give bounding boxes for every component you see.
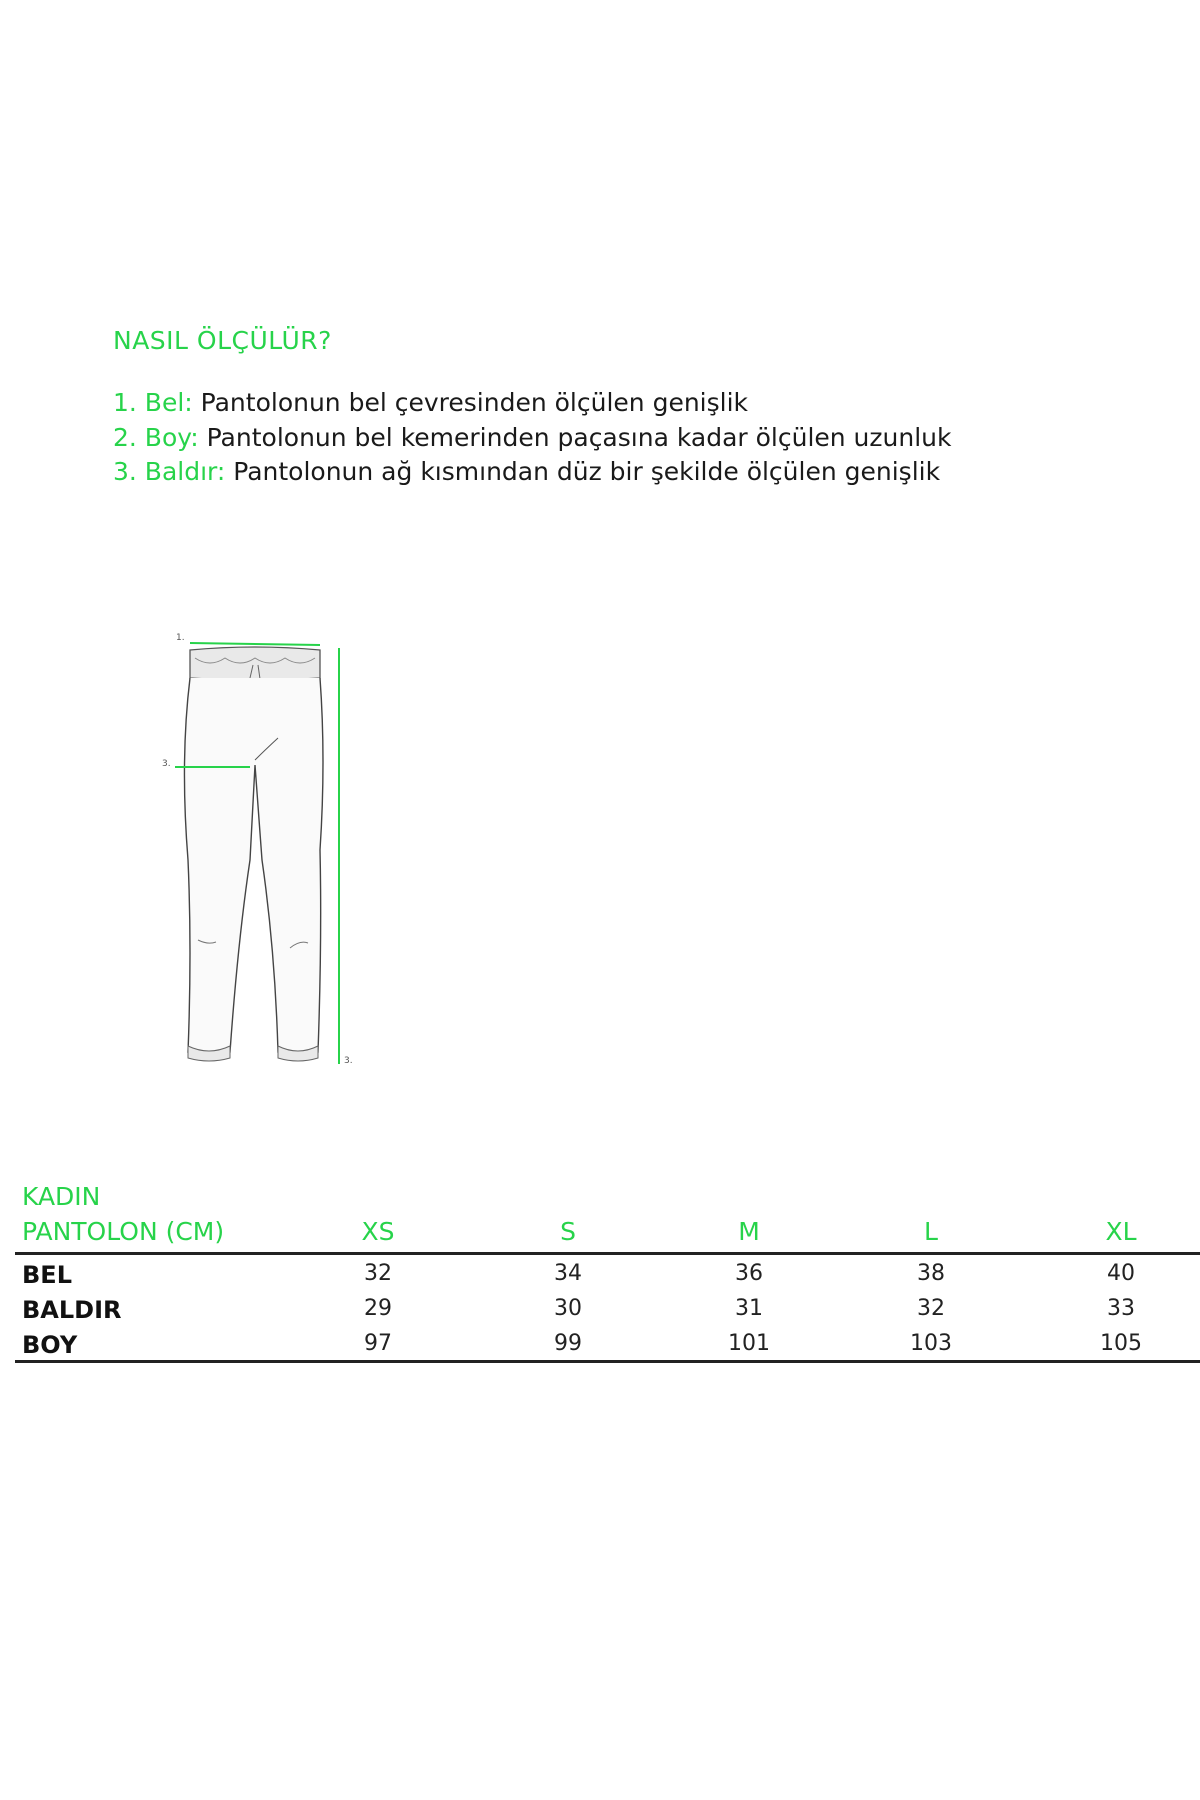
table-cell: 105 <box>1100 1331 1142 1356</box>
pants-outline <box>184 678 323 1052</box>
step-text: Pantolonun bel kemerinden paçasına kadar ölçülen uzunluk <box>206 423 952 452</box>
step-boy <box>113 423 951 452</box>
pants-diagram <box>150 610 380 1080</box>
size-xl: XL <box>1105 1217 1137 1246</box>
table-header-rule <box>15 1252 1200 1255</box>
length-marker: 3. <box>344 1056 353 1066</box>
table-title-line1: KADIN <box>22 1182 101 1211</box>
table-cell: 34 <box>554 1261 582 1286</box>
row-label-baldir: BALDIR <box>22 1296 122 1324</box>
row-label-bel: BEL <box>22 1261 72 1289</box>
table-title-line2: PANTOLON (CM) <box>22 1217 225 1246</box>
size-m: M <box>738 1217 760 1246</box>
row-label-boy: BOY <box>22 1331 78 1359</box>
waist-measure-line <box>190 643 320 645</box>
table-cell: 36 <box>735 1261 763 1286</box>
table-cell: 99 <box>554 1331 582 1356</box>
table-cell: 101 <box>728 1331 770 1356</box>
table-cell: 31 <box>735 1296 763 1321</box>
table-cell: 29 <box>364 1296 392 1321</box>
size-s: S <box>560 1217 576 1246</box>
step-label: 2. Boy: <box>113 423 199 452</box>
waist-marker: 1. <box>176 633 185 643</box>
table-cell: 32 <box>364 1261 392 1286</box>
table-cell: 33 <box>1107 1296 1135 1321</box>
table-cell: 103 <box>910 1331 952 1356</box>
table-bottom-rule <box>15 1360 1200 1363</box>
step-text: Pantolonun ağ kısmından düz bir şekilde ölçülen genişlik <box>233 457 941 486</box>
step-baldir <box>113 457 940 486</box>
howto-title: NASIL ÖLÇÜLÜR? <box>113 326 332 355</box>
thigh-marker: 3. <box>162 759 171 769</box>
table-cell: 40 <box>1107 1261 1135 1286</box>
table-cell: 97 <box>364 1331 392 1356</box>
size-l: L <box>924 1217 938 1246</box>
step-label: 1. Bel: <box>113 388 193 417</box>
step-label: 3. Baldır: <box>113 457 226 486</box>
table-cell: 32 <box>917 1296 945 1321</box>
step-bel <box>113 388 748 417</box>
table-cell: 30 <box>554 1296 582 1321</box>
table-cell: 38 <box>917 1261 945 1286</box>
step-text: Pantolonun bel çevresinden ölçülen genişlik <box>200 388 749 417</box>
size-xs: XS <box>361 1217 395 1246</box>
